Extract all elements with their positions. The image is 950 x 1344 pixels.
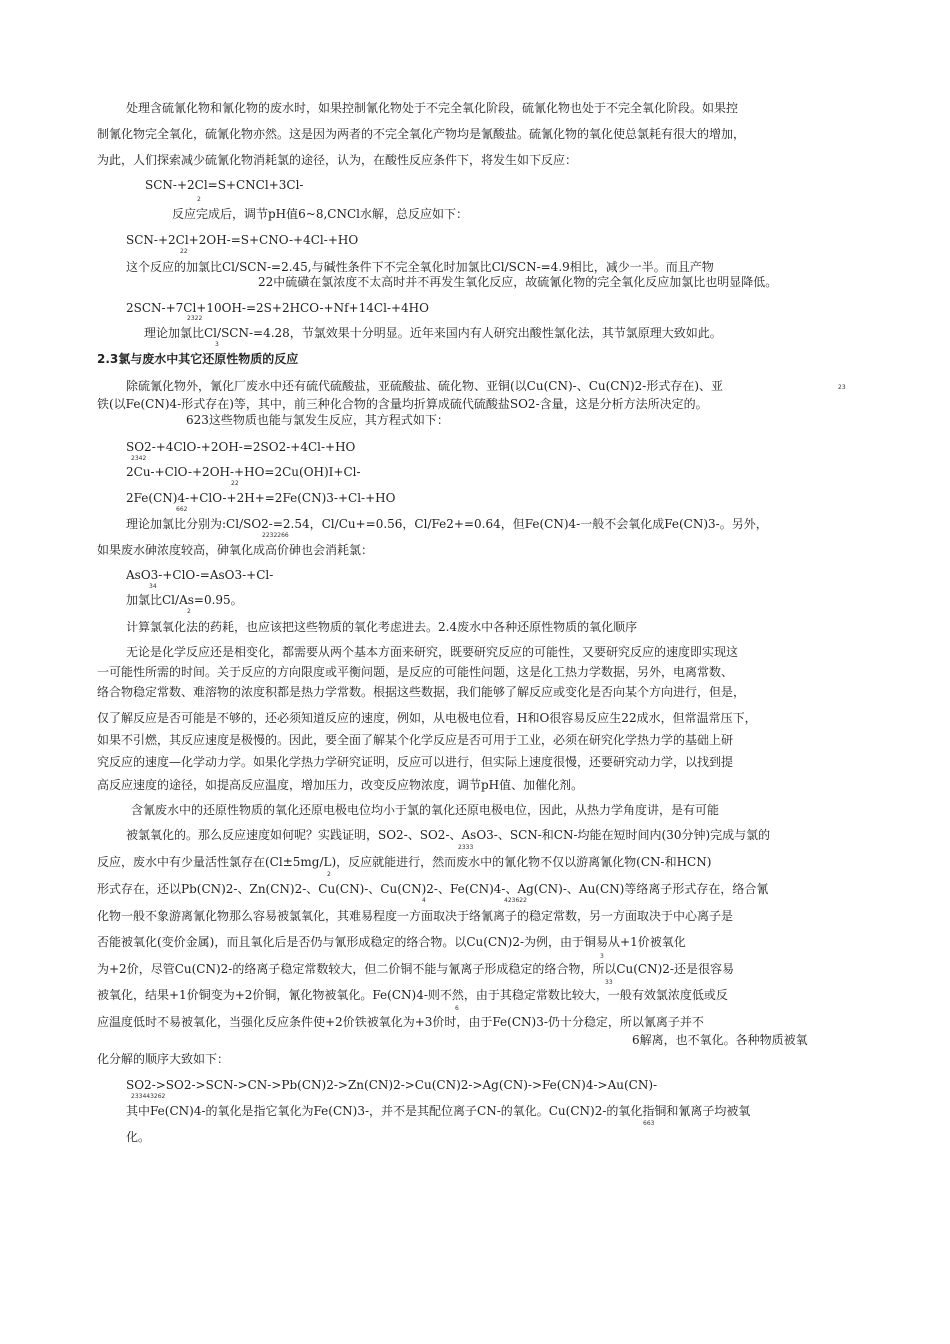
text-line: 一可能性所需的时间。关于反应的方向限度或平衡问题，是反应的可能性问题，这是化工热力学数据，另外，电离常数、 (97, 665, 734, 679)
equation: AsO3-+ClO-=AsO3-+Cl- (126, 568, 274, 582)
equation: 2Cu-+ClO-+2OH-+HO=2Cu(OH)I+Cl- (126, 465, 361, 479)
text-line: 除硫氰化物外，氰化厂废水中还有硫代硫酸盐，亚硫酸盐、硫化物、亚铜(以Cu(CN)-、Cu(CN)2-形式存在)、亚 (126, 379, 724, 393)
text-line: 处理含硫氰化物和氰化物的废水时，如果控制氰化物处于不完全氧化阶段，硫氰化物也处于不完全氧化阶段。如果控 (126, 101, 739, 115)
subscript-row: 423622 (504, 897, 527, 904)
text-line: 无论是化学反应还是相变化，都需要从两个基本方面来研究，既要研究反应的可能性，又要研究反应的速度即实现这 (126, 645, 739, 659)
text-line: 为此，人们探索减少硫氰化物消耗氯的途径，认为，在酸性反应条件下，将发生如下反应： (97, 153, 578, 167)
text-line: 计算氯氧化法的药耗，也应该把这些物质的氧化考虑进去。2.4废水中各种还原性物质的氧化顺序 (126, 620, 638, 634)
equation: SO2->SO2->SCN->CN->Pb(CN)2->Zn(CN)2->Cu(CN)2->Ag(CN)->Fe(CN)4->Au(CN)- (126, 1078, 658, 1092)
text-line: 其中Fe(CN)4-的氧化是指它氧化为Fe(CN)3-，并不是其配位离子CN-的氧化。Cu(CN)2-的氧化指铜和氰离子均被氧 (126, 1104, 751, 1118)
text-line: 应温度低时不易被氧化，当强化反应条件使+2价铁被氧化为+3价时，由于Fe(CN)3-仍十分稳定，所以氰离子并不 (97, 1015, 704, 1029)
text-line: 形式存在，还以Pb(CN)2-、Zn(CN)2-、Cu(CN)-、Cu(CN)2-、Fe(CN)4-、Ag(CN)-、Au(CN)等络离子形式存在，络合氰 (97, 882, 769, 896)
text-line: 含氰废水中的还原性物质的氧化还原电极电位均小于氯的氧化还原电极电位，因此，从热力学角度讲，是有可能 (131, 803, 720, 817)
text-line: 理论加氯比分别为:Cl/SO2-=2.54，Cl/Cu+=0.56，Cl/Fe2+=0.64，但Fe(CN)4-一般不会氧化成Fe(CN)3-。另外， (126, 517, 768, 531)
subscript-row: 34 (149, 583, 157, 590)
subscript-row: 662 (176, 506, 188, 513)
equation: SCN-+2Cl=S+CNCl+3Cl- (145, 178, 304, 192)
subscript-row: 2322 (187, 315, 203, 322)
subscript-row: 33 (605, 979, 613, 986)
text-line: 铁(以Fe(CN)4-形式存在)等，其中，前三种化合物的含量均折算成硫代硫酸盐SO2-含量，这是分析方法所决定的。 (97, 397, 708, 411)
equation: 2SCN-+7Cl+10OH-=2S+2HCO-+Nf+14Cl-+4HO (126, 301, 429, 315)
text-line: 被氯氧化的。那么反应速度如何呢？实践证明，SO2-、SO2-、AsO3-、SCN-和CN-均能在短时间内(30分钟)完成与氯的 (126, 828, 771, 842)
text-line: 化分解的顺序大致如下： (97, 1052, 230, 1066)
section-heading: 2.3氯与废水中其它还原性物质的反应 (97, 352, 299, 366)
equation: SO2-+4ClO-+2OH-=2SO2-+4Cl-+HO (126, 440, 356, 454)
text-line: 化。 (126, 1130, 151, 1144)
subscript-row: 2232266 (262, 532, 289, 539)
subscript-row: 2342 (131, 455, 147, 462)
text-line: 制氰化物完全氧化，硫氰化物亦然。这是因为两者的不完全氧化产物均是氰酸盐。硫氰化物的氧化使总氯耗有很大的增加， (97, 127, 746, 141)
subscript-row: 6 (455, 1005, 459, 1012)
equation: SCN-+2Cl+2OH-=S+CNO-+4Cl-+HO (126, 233, 359, 247)
text-line: 加氯比Cl/As=0.95。 (126, 593, 243, 607)
text-line: 这个反应的加氯比Cl/SCN-=2.45,与碱性条件下不完全氧化时加氯比Cl/SCN-=4.9相比，减少一半。而且产物 (126, 260, 714, 274)
text-line: 究反应的速度—化学动力学。如果化学热力学研究证明，反应可以进行，但实际上速度很慢，还要研究动力学，以找到提 (97, 755, 734, 769)
text-line: 仅了解反应是否可能是不够的，还必须知道反应的速度，例如，从电极电位看，H和O很容易反应生22成水，但常温常压下， (97, 711, 757, 725)
subscript-row: 2 (187, 608, 191, 615)
subscript-row: 663 (643, 1120, 655, 1127)
subscript-row: 233443262 (131, 1093, 166, 1100)
subscript-row: 22 (231, 480, 239, 487)
text-line: 6解离，也不氧化。各种物质被氧 (632, 1033, 808, 1047)
text-line: 化物一般不象游离氰化物那么容易被氯氧化，其难易程度一方面取决于络氰离子的稳定常数，另一方面取决于中心离子是 (97, 909, 734, 923)
text-line: 络合物稳定常数、难溶物的浓度积都是热力学常数。根据这些数据，我们能够了解反应或变化是否向某个方向进行，但是， (97, 685, 746, 699)
text-line: 高反应速度的途径，如提高反应温度，增加压力，改变反应物浓度，调节pH值、加催化剂。 (97, 778, 584, 792)
text-line: 被氧化，结果+1价铜变为+2价铜，氰化物被氧化。Fe(CN)4-则不然，由于其稳定常数比较大，一般有效氯浓度低或反 (97, 988, 728, 1002)
text-line: 如果不引燃，其反应速度是极慢的。因此，要全面了解某个化学反应是否可用于工业，必须在研究化学热力学的基础上研 (97, 733, 734, 747)
subscript-row: 2 (197, 196, 201, 203)
text-line: 为+2价，尽管Cu(CN)2-的络离子稳定常数较大，但二价铜不能与氰离子形成稳定的络合物，所以Cu(CN)2-还是很容易 (97, 962, 734, 976)
text-line: 否能被氧化(变价金属)，而且氧化后是否仍与氰形成稳定的络合物。以Cu(CN)2-为例，由于铜易从+1价被氧化 (97, 935, 686, 949)
subscript-row: 22 (180, 248, 188, 255)
subscript-row: 23 (838, 384, 846, 391)
text-line: 反应，废水中有少量活性氯存在(Cl±5mg/L)，反应就能进行，然而废水中的氰化物不仅以游离氰化物(CN-和HCN) (97, 855, 712, 869)
subscript-row: 2333 (458, 844, 474, 851)
subscript-row: 2 (327, 871, 331, 878)
text-line: 22中硫磺在氯浓度不太高时并不再发生氧化反应，故硫氰化物的完全氧化反应加氯比也明显降低。 (258, 275, 778, 289)
subscript-row: 4 (422, 897, 426, 904)
subscript-row: 3 (600, 953, 604, 960)
text-line: 623这些物质也能与氯发生反应，其方程式如下： (186, 413, 449, 427)
text-line: 如果废水砷浓度较高，砷氧化成高价砷也会消耗氯： (97, 543, 374, 557)
text-line: 理论加氯比Cl/SCN-=4.28，节氯效果十分明显。近年来国内有人研究出酸性氯化法，其节氯原理大致如此。 (144, 326, 722, 340)
equation: 2Fe(CN)4-+ClO-+2H+=2Fe(CN)3-+Cl-+HO (126, 491, 396, 505)
text-line: 反应完成后，调节pH值6~8,CNCl水解，总反应如下： (172, 207, 468, 221)
subscript-row: 3 (215, 341, 219, 348)
